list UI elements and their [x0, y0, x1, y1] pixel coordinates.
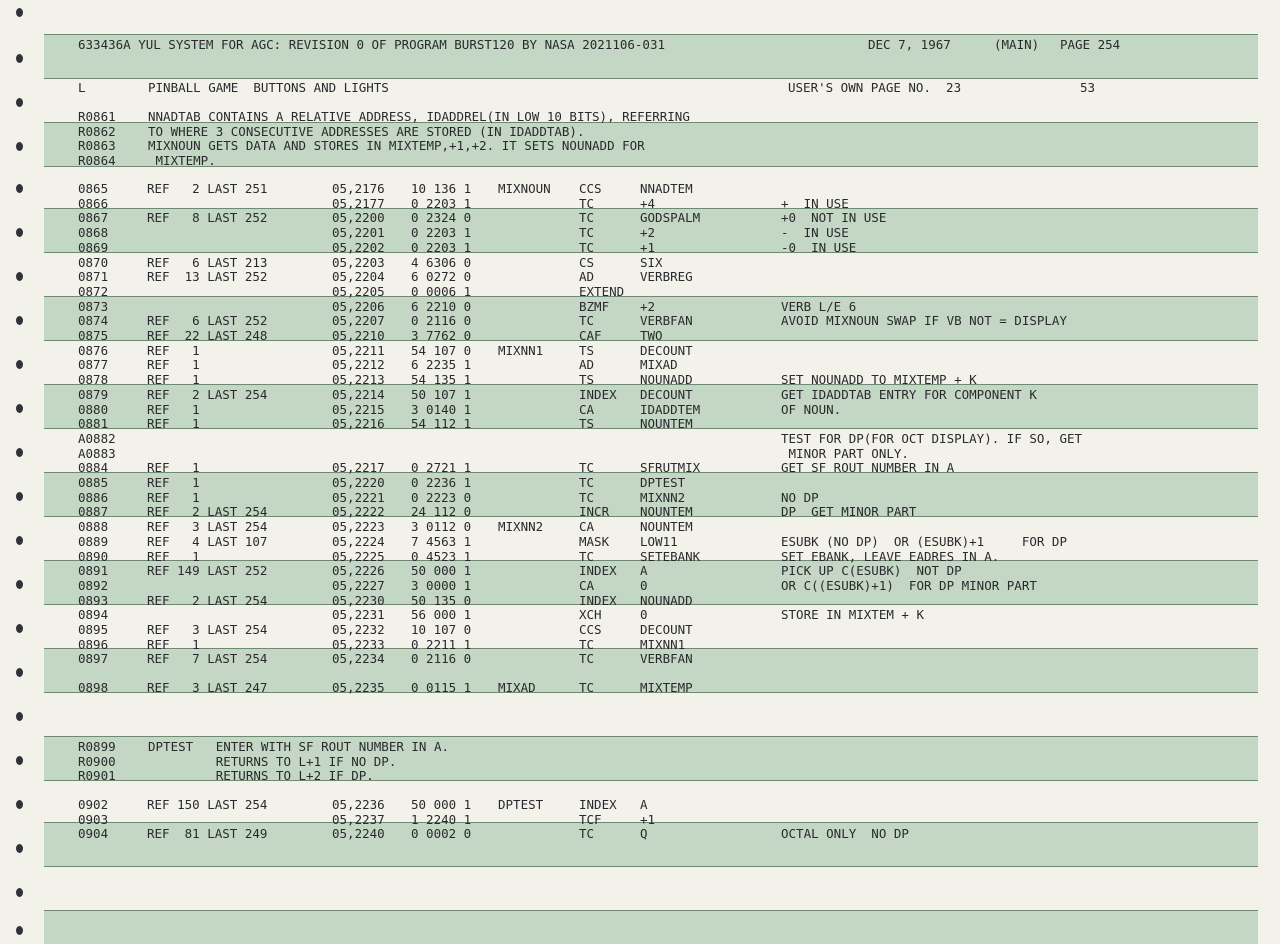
col-num: 0896	[78, 636, 109, 652]
col-code: 4 6306 0	[411, 254, 472, 270]
col-addr: 05,2225	[332, 548, 385, 564]
col-comment: -0 IN USE	[781, 239, 857, 255]
col-addr: 05,2237	[332, 811, 385, 827]
col-ref: REF 8 LAST 252	[147, 210, 268, 226]
col-num: 0898	[78, 680, 109, 695]
col-num: 0874	[78, 313, 109, 329]
feed-hole	[16, 624, 23, 633]
col-code: 0 0115 1	[411, 680, 472, 695]
col-operand: NOUNTEM	[640, 504, 693, 520]
col-addr: 05,2236	[332, 797, 385, 812]
col-code: 50 107 1	[411, 386, 472, 402]
col-code: 54 107 0	[411, 342, 472, 358]
col-num: 0875	[78, 328, 109, 343]
col-num: A0883	[78, 445, 116, 461]
rule-line	[44, 166, 1258, 167]
col-num: 0878	[78, 372, 109, 388]
col-operand: +4	[640, 195, 656, 211]
col-num: 0897	[78, 651, 109, 667]
col-ref: REF 3 LAST 254	[147, 519, 268, 535]
col-ref: REF 1	[147, 357, 200, 373]
col-ref: REF 150 LAST 254	[147, 797, 268, 812]
col-operand: MIXNN1	[640, 636, 686, 652]
col-label: MIXAD	[498, 680, 536, 695]
col-addr: 05,2224	[332, 533, 385, 549]
col-num: 0871	[78, 269, 109, 285]
col-operand: Q	[640, 826, 648, 842]
col-comment: GET SF ROUT NUMBER IN A	[781, 460, 955, 476]
col-num: 0903	[78, 811, 109, 827]
col-code: 0 2211 1	[411, 636, 472, 652]
col-comment: SET EBANK, LEAVE EADRES IN A.	[781, 548, 1000, 564]
col-operand: SIX	[640, 254, 663, 270]
col-addr: 05,2216	[332, 416, 385, 432]
col-operand: MIXTEMP	[640, 680, 693, 695]
col-addr: 05,2200	[332, 210, 385, 226]
col-addr: 05,2220	[332, 475, 385, 490]
feed-hole	[16, 316, 23, 325]
feed-hole	[16, 926, 23, 935]
col-ref: REF 2 LAST 251	[147, 181, 268, 196]
col-operand: A	[640, 563, 648, 579]
col-operand: DECOUNT	[640, 342, 693, 358]
col-addr: 05,2210	[332, 328, 385, 343]
col-ref: REF 4 LAST 107	[147, 533, 268, 549]
col-op: TS	[579, 372, 595, 388]
col-code: 0 2203 1	[411, 239, 472, 255]
remark-text: TO WHERE 3 CONSECUTIVE ADDRESSES ARE STORED (IN IDADDTAB).	[148, 123, 585, 139]
col-op: TS	[579, 342, 595, 358]
col-num: 0866	[78, 195, 109, 211]
col-num: 0881	[78, 416, 109, 432]
users-page-number: USER'S OWN PAGE NO. 23	[788, 80, 962, 95]
rule-line	[44, 78, 1258, 79]
col-num: 0891	[78, 563, 109, 579]
col-operand: NOUNTEM	[640, 416, 693, 432]
feed-hole	[16, 888, 23, 897]
col-addr: 05,2201	[332, 225, 385, 241]
remark-text: RETURNS TO L+2 IF DP.	[148, 768, 374, 784]
feed-hole	[16, 228, 23, 237]
col-num: 0867	[78, 210, 109, 226]
col-operand: VERBFAN	[640, 313, 693, 329]
col-addr: 05,2203	[332, 254, 385, 270]
col-operand: +1	[640, 239, 656, 255]
log-section-title: PINBALL GAME BUTTONS AND LIGHTS	[148, 80, 389, 95]
col-ref: REF 1	[147, 342, 200, 358]
col-code: 3 0140 1	[411, 401, 472, 417]
col-addr: 05,2227	[332, 577, 385, 593]
green-bar	[44, 910, 1258, 944]
col-addr: 05,2226	[332, 563, 385, 579]
col-op: CCS	[579, 181, 602, 196]
col-op: TC	[579, 475, 595, 490]
col-op: TC	[579, 460, 595, 476]
col-num: 0870	[78, 254, 109, 270]
col-addr: 05,2233	[332, 636, 385, 652]
col-num: 0879	[78, 386, 109, 402]
col-ref: REF 1	[147, 416, 200, 432]
col-ref: REF 6 LAST 213	[147, 254, 268, 270]
col-comment: DP GET MINOR PART	[781, 504, 917, 520]
col-ref: REF 1	[147, 460, 200, 476]
col-op: INDEX	[579, 592, 617, 608]
col-addr: 05,2222	[332, 504, 385, 520]
col-comment: MINOR PART ONLY.	[781, 445, 909, 461]
feed-hole	[16, 360, 23, 369]
col-op: TC	[579, 210, 595, 226]
header-section: (MAIN)	[994, 37, 1040, 52]
feed-hole	[16, 272, 23, 281]
col-addr: 05,2177	[332, 195, 385, 211]
col-ref: REF 1	[147, 636, 200, 652]
col-comment: OCTAL ONLY NO DP	[781, 826, 909, 842]
feed-hole	[16, 668, 23, 677]
remark-text: NNADTAB CONTAINS A RELATIVE ADDRESS, IDADDREL(IN LOW 10 BITS), REFERRING	[148, 109, 690, 124]
col-operand: DECOUNT	[640, 622, 693, 637]
col-operand: NOUNADD	[640, 592, 693, 608]
col-ref: REF 3 LAST 254	[147, 622, 268, 637]
col-num: 0877	[78, 357, 109, 373]
col-op: INCR	[579, 504, 610, 520]
col-ref: REF 3 LAST 247	[147, 680, 268, 695]
header-title: 633436A YUL SYSTEM FOR AGC: REVISION 0 OF PROGRAM BURST120 BY NASA 2021106-031	[78, 37, 665, 52]
col-addr: 05,2204	[332, 269, 385, 285]
col-op: TC	[579, 826, 595, 842]
col-label: MIXNOUN	[498, 181, 551, 196]
col-operand: SFRUTMIX	[640, 460, 701, 476]
col-code: 3 0112 0	[411, 519, 472, 535]
col-code: 0 4523 1	[411, 548, 472, 564]
col-comment: + IN USE	[781, 195, 849, 211]
col-addr: 05,2232	[332, 622, 385, 637]
col-ref: REF 6 LAST 252	[147, 313, 268, 329]
col-addr: 05,2206	[332, 298, 385, 314]
col-op: CA	[579, 401, 595, 417]
remark-num: R0900	[78, 753, 116, 769]
feed-hole	[16, 844, 23, 853]
remark-text: RETURNS TO L+1 IF NO DP.	[148, 753, 397, 769]
col-operand: 0	[640, 607, 648, 623]
col-comment: NO DP	[781, 489, 819, 505]
col-addr: 05,2235	[332, 680, 385, 695]
col-op: EXTEND	[579, 283, 625, 299]
col-operand: +1	[640, 811, 656, 827]
col-addr: 05,2217	[332, 460, 385, 476]
col-op: TC	[579, 548, 595, 564]
col-operand: VERBFAN	[640, 651, 693, 667]
col-ref: REF 1	[147, 401, 200, 417]
col-operand: +2	[640, 298, 656, 314]
col-num: 0873	[78, 298, 109, 314]
col-comment: ESUBK (NO DP) OR (ESUBK)+1 FOR DP	[781, 533, 1067, 549]
col-comment: OR C((ESUBK)+1) FOR DP MINOR PART	[781, 577, 1037, 593]
col-code: 50 135 0	[411, 592, 472, 608]
col-addr: 05,2202	[332, 239, 385, 255]
col-code: 56 000 1	[411, 607, 472, 623]
col-op: INDEX	[579, 563, 617, 579]
col-num: 0876	[78, 342, 109, 358]
col-op: TC	[579, 313, 595, 329]
col-op: CS	[579, 254, 595, 270]
col-code: 0 2116 0	[411, 313, 472, 329]
feed-hole	[16, 756, 23, 765]
col-num: A0882	[78, 430, 116, 446]
col-code: 0 2116 0	[411, 651, 472, 667]
col-op: XCH	[579, 607, 602, 623]
col-comment: - IN USE	[781, 225, 849, 241]
col-comment: VERB L/E 6	[781, 298, 857, 314]
col-code: 0 2236 1	[411, 475, 472, 490]
feed-hole	[16, 800, 23, 809]
col-operand: TWO	[640, 328, 663, 343]
col-code: 50 000 1	[411, 563, 472, 579]
col-ref: REF 13 LAST 252	[147, 269, 268, 285]
col-num: 0865	[78, 181, 109, 196]
col-operand: SETEBANK	[640, 548, 701, 564]
col-label: MIXNN1	[498, 342, 544, 358]
col-code: 1 2240 1	[411, 811, 472, 827]
col-ref: REF 22 LAST 248	[147, 328, 268, 343]
col-num: 0893	[78, 592, 109, 608]
remark-num: R0861	[78, 109, 116, 124]
subheader-line	[0, 80, 1096, 95]
col-operand: MIXNN2	[640, 489, 686, 505]
col-addr: 05,2230	[332, 592, 385, 608]
col-ref: REF 2 LAST 254	[147, 592, 268, 608]
col-label: DPTEST	[498, 797, 544, 812]
col-operand: NNADTEM	[640, 181, 693, 196]
col-operand: 0	[640, 577, 648, 593]
col-op: BZMF	[579, 298, 610, 314]
col-num: 0889	[78, 533, 109, 549]
col-operand: IDADDTEM	[640, 401, 701, 417]
col-ref: REF 1	[147, 372, 200, 388]
col-num: 0872	[78, 283, 109, 299]
col-num: 0868	[78, 225, 109, 241]
col-ref: REF 81 LAST 249	[147, 826, 268, 842]
page-counter: 53	[1080, 80, 1096, 95]
col-code: 50 000 1	[411, 797, 472, 812]
col-op: TC	[579, 195, 595, 211]
remark-num: R0864	[78, 153, 116, 169]
col-op: CCS	[579, 622, 602, 637]
remark-num: R0901	[78, 768, 116, 784]
col-num: 0885	[78, 475, 109, 490]
col-op: INDEX	[579, 386, 617, 402]
header-page: PAGE 254	[1060, 37, 1121, 52]
col-code: 6 0272 0	[411, 269, 472, 285]
col-comment: PICK UP C(ESUBK) NOT DP	[781, 563, 962, 579]
col-operand: DPTEST	[640, 475, 686, 490]
col-addr: 05,2213	[332, 372, 385, 388]
col-num: 0890	[78, 548, 109, 564]
col-code: 24 112 0	[411, 504, 472, 520]
col-addr: 05,2223	[332, 519, 385, 535]
col-code: 6 2235 1	[411, 357, 472, 373]
col-op: INDEX	[579, 797, 617, 812]
col-code: 54 112 1	[411, 416, 472, 432]
col-num: 0888	[78, 519, 109, 535]
col-comment: +0 NOT IN USE	[781, 210, 887, 226]
col-num: 0884	[78, 460, 109, 476]
rule-line	[44, 910, 1258, 911]
feed-hole	[16, 404, 23, 413]
rule-line	[44, 296, 1258, 297]
col-num: 0887	[78, 504, 109, 520]
listing-type: L	[78, 80, 86, 95]
col-code: 0 2223 0	[411, 489, 472, 505]
col-addr: 05,2234	[332, 651, 385, 667]
col-op: TC	[579, 651, 595, 667]
col-op: AD	[579, 357, 595, 373]
col-operand: GODSPALM	[640, 210, 701, 226]
col-operand: NOUNTEM	[640, 519, 693, 535]
col-code: 6 2210 0	[411, 298, 472, 314]
col-comment: TEST FOR DP(FOR OCT DISPLAY). IF SO, GET	[781, 430, 1083, 446]
feed-hole	[16, 184, 23, 193]
col-operand: VERBREG	[640, 269, 693, 285]
col-code: 0 2203 1	[411, 225, 472, 241]
col-addr: 05,2214	[332, 386, 385, 402]
feed-hole	[16, 536, 23, 545]
col-op: TC	[579, 489, 595, 505]
col-num: 0894	[78, 607, 109, 623]
rule-line	[44, 736, 1258, 737]
col-comment: AVOID MIXNOUN SWAP IF VB NOT = DISPLAY	[781, 313, 1067, 329]
col-op: TC	[579, 239, 595, 255]
col-num: 0902	[78, 797, 109, 812]
col-op: TCF	[579, 811, 602, 827]
remark-text: MIXNOUN GETS DATA AND STORES IN MIXTEMP,+1,+2. IT SETS NOUNADD FOR	[148, 138, 645, 154]
col-code: 7 4563 1	[411, 533, 472, 549]
col-label: MIXNN2	[498, 519, 544, 535]
col-op: TC	[579, 636, 595, 652]
rule-line	[44, 34, 1258, 35]
rule-line	[44, 866, 1258, 867]
col-ref: REF 1	[147, 548, 200, 564]
col-op: CA	[579, 577, 595, 593]
col-op: TS	[579, 416, 595, 432]
col-code: 54 135 1	[411, 372, 472, 388]
col-addr: 05,2207	[332, 313, 385, 329]
col-comment: GET IDADDTAB ENTRY FOR COMPONENT K	[781, 386, 1037, 402]
remark-num: R0863	[78, 138, 116, 154]
header-line	[0, 37, 1121, 52]
col-op: TC	[579, 680, 595, 695]
col-op: MASK	[579, 533, 610, 549]
col-operand: A	[640, 797, 648, 812]
col-addr: 05,2221	[332, 489, 385, 505]
feed-hole	[16, 8, 23, 17]
col-num: 0895	[78, 622, 109, 637]
remark-text: DPTEST ENTER WITH SF ROUT NUMBER IN A.	[148, 739, 450, 754]
col-operand: NOUNADD	[640, 372, 693, 388]
col-addr: 05,2212	[332, 357, 385, 373]
col-ref: REF 2 LAST 254	[147, 386, 268, 402]
col-num: 0869	[78, 239, 109, 255]
col-comment: OF NOUN.	[781, 401, 842, 417]
remark-text: MIXTEMP.	[148, 153, 216, 169]
remark-num: R0862	[78, 123, 116, 139]
col-ref: REF 7 LAST 254	[147, 651, 268, 667]
col-comment: STORE IN MIXTEM + K	[781, 607, 924, 623]
col-ref: REF 2 LAST 254	[147, 504, 268, 520]
feed-hole	[16, 712, 23, 721]
col-num: 0880	[78, 401, 109, 417]
col-code: 3 7762 0	[411, 328, 472, 343]
col-addr: 05,2215	[332, 401, 385, 417]
col-addr: 05,2240	[332, 826, 385, 842]
col-operand: DECOUNT	[640, 386, 693, 402]
col-num: 0886	[78, 489, 109, 505]
col-operand: LOW11	[640, 533, 678, 549]
feed-hole	[16, 448, 23, 457]
feed-hole	[16, 492, 23, 501]
col-operand: +2	[640, 225, 656, 241]
col-op: AD	[579, 269, 595, 285]
col-code: 10 107 0	[411, 622, 472, 637]
col-addr: 05,2176	[332, 181, 385, 196]
col-code: 10 136 1	[411, 181, 472, 196]
col-addr: 05,2211	[332, 342, 385, 358]
col-num: 0892	[78, 577, 109, 593]
col-code: 0 0002 0	[411, 826, 472, 842]
remark-num: R0899	[78, 739, 116, 754]
col-ref: REF 149 LAST 252	[147, 563, 268, 579]
col-ref: REF 1	[147, 475, 200, 490]
col-code: 0 2721 1	[411, 460, 472, 476]
col-comment: SET NOUNADD TO MIXTEMP + K	[781, 372, 977, 388]
col-addr: 05,2231	[332, 607, 385, 623]
col-op: TC	[579, 225, 595, 241]
col-code: 0 0006 1	[411, 283, 472, 299]
col-op: CA	[579, 519, 595, 535]
col-code: 0 2324 0	[411, 210, 472, 226]
feed-hole	[16, 580, 23, 589]
col-code: 0 2203 1	[411, 195, 472, 211]
col-code: 3 0000 1	[411, 577, 472, 593]
header-date: DEC 7, 1967	[868, 37, 951, 52]
col-ref: REF 1	[147, 489, 200, 505]
col-addr: 05,2205	[332, 283, 385, 299]
col-num: 0904	[78, 826, 109, 842]
col-op: CAF	[579, 328, 602, 343]
col-operand: MIXAD	[640, 357, 678, 373]
